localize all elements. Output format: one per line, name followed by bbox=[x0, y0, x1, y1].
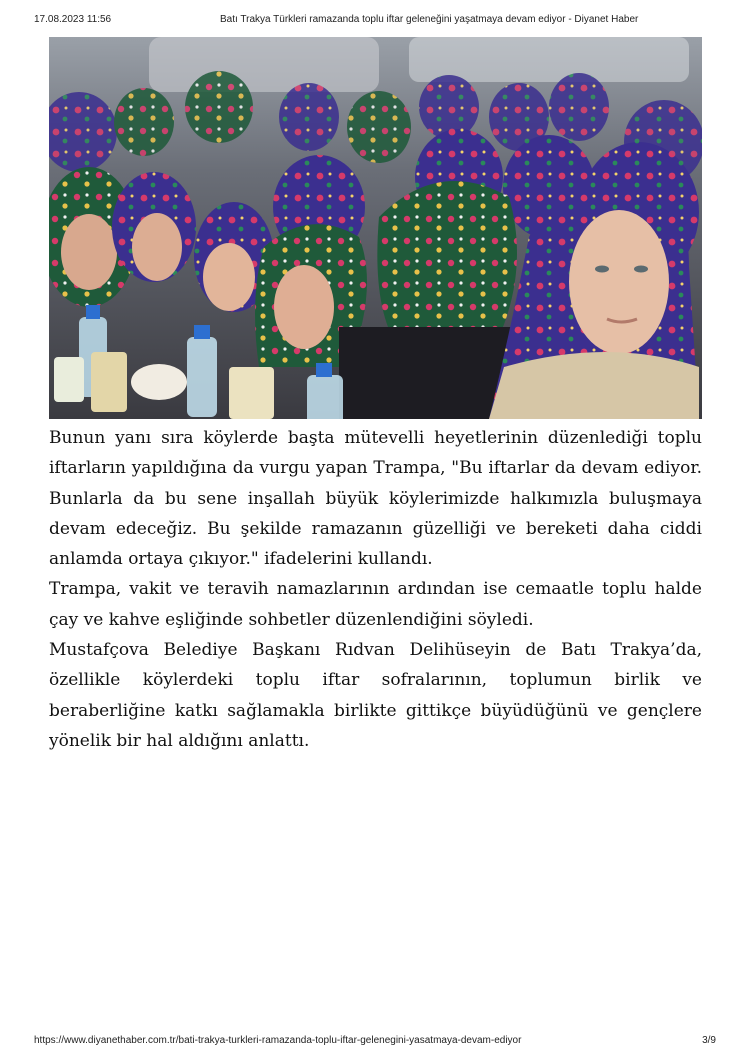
print-url[interactable]: https://www.diyanethaber.com.tr/bati-trakya-turkleri-ramazanda-toplu-iftar-gelenegini-yasatmaya-devam-ediyor bbox=[34, 1035, 522, 1046]
article-paragraph: Mustafçova Belediye Başkanı Rıdvan Delihüseyin de Batı Trakya’da, özellikle köylerdeki toplu iftar sofralarının, toplumun birlik ve beraberliğine katkı sağlamakla birlikte gittikçe büyüdüğünü ve gençlere yönelik bir hal aldığını anlattı. bbox=[49, 640, 702, 751]
article-body bbox=[49, 423, 702, 756]
page-number: 3/9 bbox=[702, 1035, 716, 1046]
print-title: Batı Trakya Türkleri ramazanda toplu iftar geleneğini yaşatmaya devam ediyor - Diyanet Haber bbox=[220, 14, 639, 25]
article-paragraph: Trampa, vakit ve teravih namazlarının ardından ise cemaatle toplu halde çay ve kahve eşliğinde sohbetler düzenlendiğini söyledi. bbox=[49, 579, 702, 630]
print-date: 17.08.2023 11:56 bbox=[34, 14, 112, 25]
photo-illustration bbox=[49, 37, 702, 419]
print-footer bbox=[34, 1035, 716, 1049]
print-header bbox=[34, 14, 716, 28]
article-paragraph: Bunun yanı sıra köylerde başta mütevelli heyetlerinin düzenlediği toplu iftarların yapıldığına da vurgu yapan Trampa, "Bu iftarlar da devam ediyor. Bunlarla da bu sene inşallah büyük köylerimizde halkımızla buluşmaya devam edeceğiz. Bu şekilde ramazanın güzelliği ve bereketi daha ciddi anlamda ortaya çıkıyor." ifadelerini kullandı. bbox=[49, 428, 702, 570]
article-photo bbox=[49, 37, 702, 419]
